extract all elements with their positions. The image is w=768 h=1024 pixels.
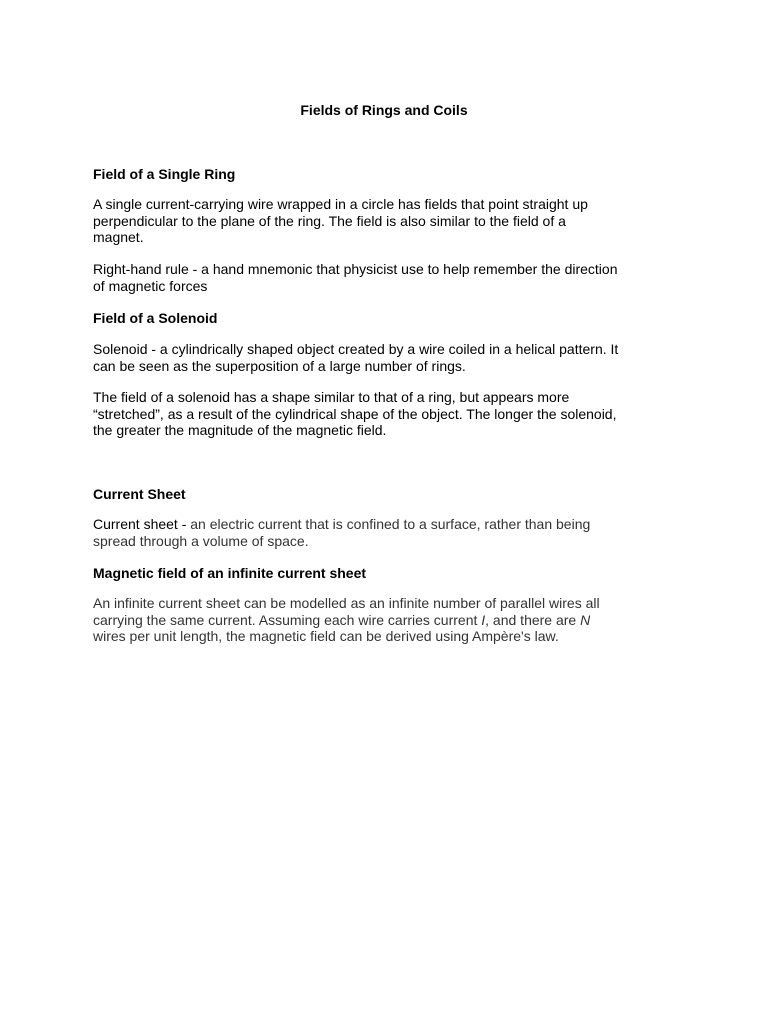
paragraph-solenoid-definition <box>93 341 683 374</box>
page-title: Fields of Rings and Coils <box>300 102 468 118</box>
paragraph-line: Solenoid - a cylindrically shaped object created by a wire coiled in a helical pattern. It <box>93 341 619 357</box>
paragraph-line: wires per unit length, the magnetic field can be derived using Ampère's law. <box>93 628 559 644</box>
paragraph-line <box>93 612 683 629</box>
symbol-current: I <box>481 611 486 628</box>
paragraph-solenoid-field <box>93 389 683 439</box>
text-fragment: , and there are <box>485 611 581 628</box>
paragraph-current-sheet <box>93 516 683 549</box>
paragraph-line: The field of a solenoid has a shape similar to that of a ring, but appears more <box>93 389 570 405</box>
paragraph-single-ring <box>93 196 683 246</box>
section-heading-infinite-sheet: Magnetic field of an infinite current sheet <box>93 565 367 581</box>
section-heading-solenoid: Field of a Solenoid <box>93 310 218 326</box>
symbol-wire-count: N <box>580 611 591 628</box>
paragraph-line: can be seen as the superposition of a large number of rings. <box>93 357 466 374</box>
paragraph-line: Right-hand rule - a hand mnemonic that physicist use to help remember the direction <box>93 261 618 277</box>
paragraph-infinite-sheet <box>93 595 683 645</box>
paragraph-line: perpendicular to the plane of the ring. The field is also similar to the field of a <box>93 212 566 229</box>
paragraph-line <box>93 516 683 533</box>
paragraph-line: magnet. <box>93 229 144 245</box>
term-label: Current sheet - <box>93 516 191 532</box>
paragraph-line: “stretched”, as a result of the cylindrical shape of the object. The longer the solenoid, <box>93 405 617 422</box>
paragraph-right-hand-rule <box>93 261 683 294</box>
paragraph-line: spread through a volume of space. <box>93 532 309 549</box>
text-fragment: carrying the same current. Assuming each wire carries current <box>93 611 482 628</box>
paragraph-line: of magnetic forces <box>93 277 208 294</box>
term-definition: an electric current that is confined to a surface, rather than being <box>190 516 591 532</box>
paragraph-line: A single current-carrying wire wrapped in a circle has fields that point straight up <box>93 196 588 212</box>
paragraph-line: the greater the magnitude of the magnetic field. <box>93 422 387 438</box>
paragraph-line: An infinite current sheet can be modelled as an infinite number of parallel wires all <box>93 595 600 611</box>
section-heading-current-sheet: Current Sheet <box>93 486 186 502</box>
section-heading-single-ring: Field of a Single Ring <box>93 166 236 182</box>
